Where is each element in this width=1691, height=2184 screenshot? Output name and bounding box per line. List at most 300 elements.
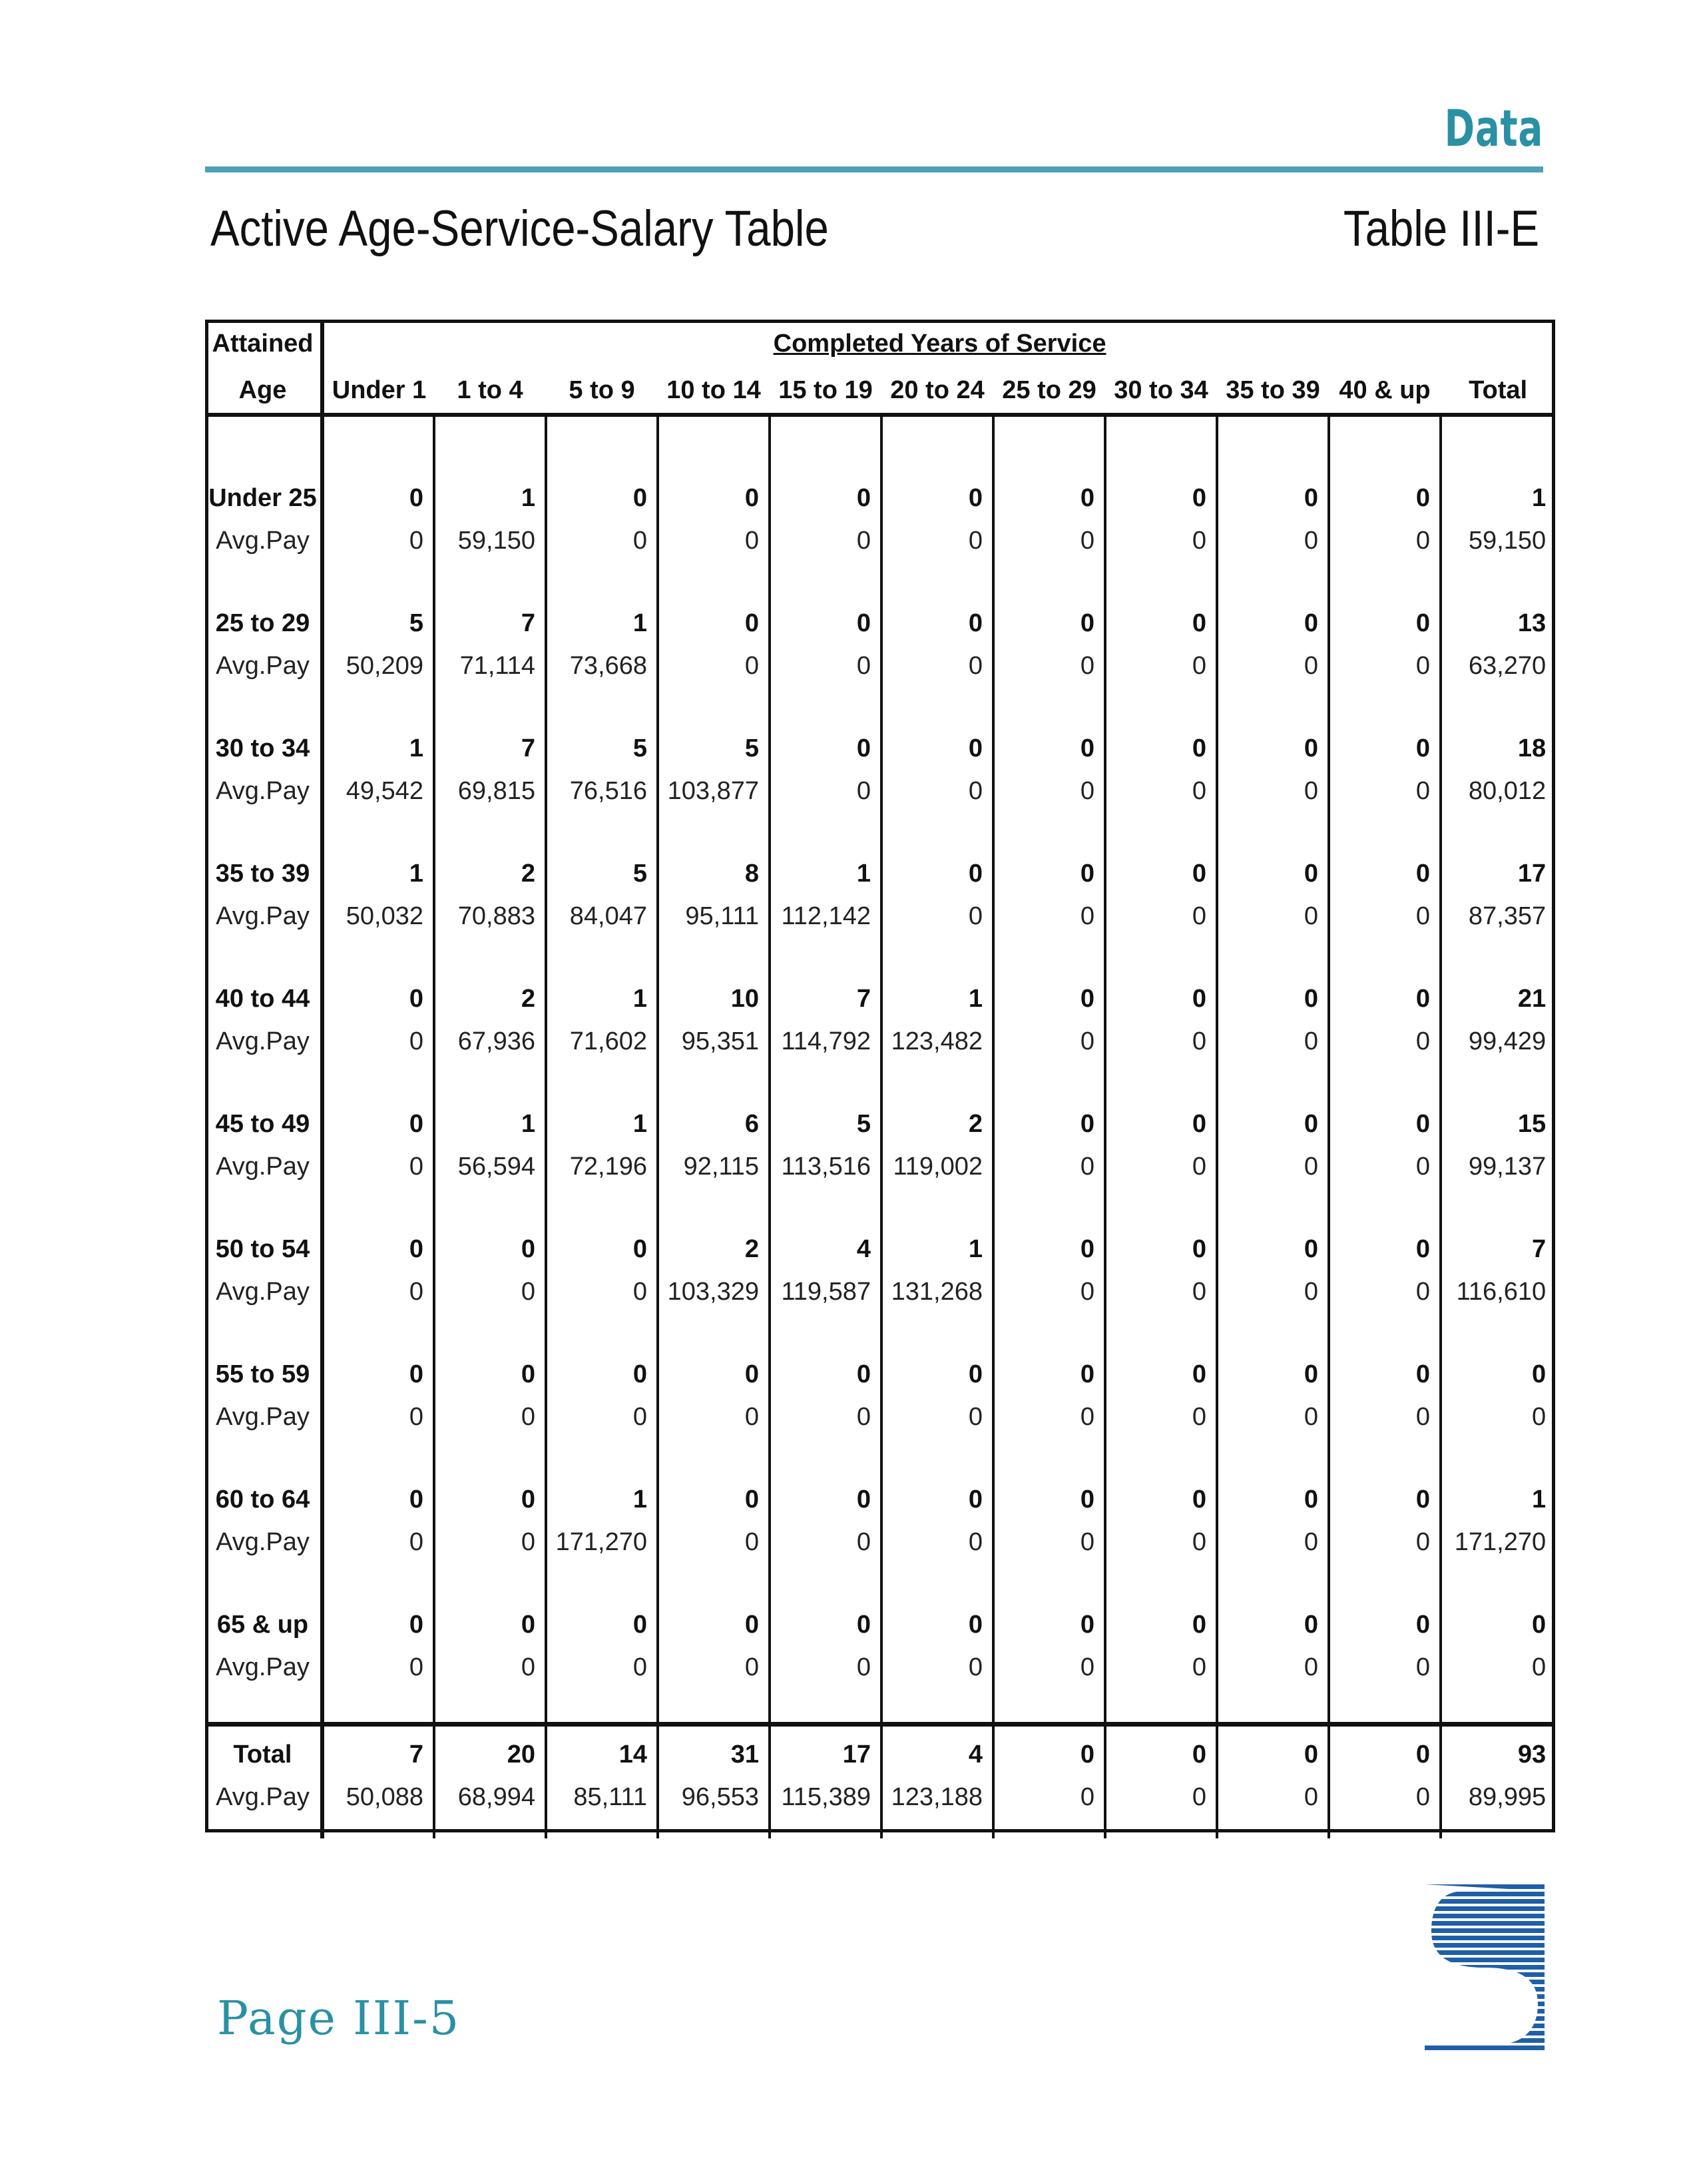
avg-pay-cell: 0 [993, 1769, 1105, 1812]
avg-pay-cell: 0 [434, 1514, 546, 1557]
avg-pay-cell: 0 [1217, 1013, 1329, 1056]
count-cell: 0 [1329, 1221, 1441, 1264]
avg-pay-cell: 59,150 [434, 513, 546, 555]
count-cell: 0 [658, 1346, 770, 1389]
logo-stripe [1425, 1987, 1545, 1992]
avg-pay-cell: 0 [1217, 1389, 1329, 1432]
age-band-label: 30 to 34 [205, 720, 322, 763]
avg-pay-cell: 0 [1217, 513, 1329, 555]
avg-pay-label: Avg.Pay [205, 638, 322, 681]
table-id: Table III-E [1343, 200, 1539, 257]
logo-stripe [1425, 2009, 1545, 2014]
avg-pay-cell: 0 [322, 1139, 434, 1181]
avg-pay-cell: 0 [434, 1264, 546, 1306]
age-band-label: 55 to 59 [205, 1346, 322, 1389]
count-cell: 0 [1329, 846, 1441, 888]
count-cell: 13 [1517, 609, 1547, 637]
count-cell: 0 [546, 1221, 658, 1264]
count-cell: 5 [546, 720, 658, 763]
count-cell: 0 [322, 470, 434, 513]
avg-pay-cell: 50,032 [322, 888, 434, 931]
count-cell: 7 [770, 971, 881, 1013]
count-cell: 0 [881, 846, 993, 888]
avg-pay-cell: 96,553 [658, 1769, 770, 1812]
count-cell: 14 [546, 1725, 658, 1770]
count-cell: 0 [1105, 846, 1217, 888]
avg-pay-cell: 0 [322, 1264, 434, 1306]
count-cell: 0 [658, 470, 770, 513]
count-cell: 1 [434, 1096, 546, 1139]
column-header: 30 to 34 [1105, 368, 1217, 415]
avg-pay-cell: 0 [322, 1639, 434, 1682]
count-cell: 15 [1517, 1110, 1547, 1138]
avg-pay-cell: 0 [770, 1389, 881, 1432]
count-cell: 1 [770, 846, 881, 888]
count-cell: 0 [993, 470, 1105, 513]
age-band-label: 50 to 54 [205, 1221, 322, 1264]
avg-pay-cell: 0 [1217, 1139, 1329, 1181]
age-header-line2: Age [205, 368, 322, 415]
count-cell: 0 [770, 1472, 881, 1514]
count-cell: 1 [881, 971, 993, 1013]
logo-stripe [1425, 1980, 1545, 1984]
avg-pay-cell: 0 [770, 638, 881, 681]
count-cell: 1 [1532, 1486, 1547, 1513]
avg-pay-cell: 0 [1105, 638, 1217, 681]
avg-pay-cell: 0 [770, 763, 881, 806]
table-frame [205, 320, 1555, 1832]
count-cell: 0 [993, 971, 1105, 1013]
column-header: 5 to 9 [546, 368, 658, 415]
count-cell: 0 [1105, 1346, 1217, 1389]
count-cell: 17 [770, 1725, 881, 1770]
avg-pay-cell: 123,482 [881, 1013, 993, 1056]
avg-pay-cell: 67,936 [434, 1013, 546, 1056]
count-cell: 0 [434, 1597, 546, 1639]
count-cell: 0 [434, 1221, 546, 1264]
avg-pay-cell: 0 [1105, 763, 1217, 806]
count-cell: 0 [1329, 720, 1441, 763]
logo-stripe [1425, 1928, 1545, 1933]
avg-pay-cell: 0 [322, 1514, 434, 1557]
logo-stripe [1425, 2038, 1545, 2043]
count-cell: 0 [993, 1597, 1105, 1639]
avg-pay-cell: 73,668 [546, 638, 658, 681]
logo-stripe [1425, 2031, 1545, 2036]
logo-stripe [1425, 1950, 1545, 1955]
avg-pay-cell: 0 [881, 1389, 993, 1432]
count-cell: 0 [1329, 1096, 1441, 1139]
avg-pay-cell: 0 [993, 1514, 1105, 1557]
count-cell: 0 [993, 846, 1105, 888]
avg-pay-cell: 99,429 [1468, 1027, 1547, 1055]
count-cell: 0 [993, 1221, 1105, 1264]
count-cell: 0 [770, 1597, 881, 1639]
count-cell: 1 [546, 1472, 658, 1514]
count-cell: 1 [1532, 484, 1547, 512]
count-cell: 0 [434, 1472, 546, 1514]
avg-pay-cell: 0 [1329, 513, 1441, 555]
age-band-label: 40 to 44 [205, 971, 322, 1013]
column-header: 1 to 4 [434, 368, 546, 415]
avg-pay-cell: 0 [546, 513, 658, 555]
logo-stripe [1425, 1884, 1545, 1889]
count-cell: 0 [1105, 1221, 1217, 1264]
avg-pay-cell: 116,610 [1456, 1278, 1547, 1306]
avg-pay-cell: 0 [658, 1639, 770, 1682]
avg-pay-cell: 0 [881, 1639, 993, 1682]
count-cell: 1 [434, 470, 546, 513]
count-cell: 0 [1217, 846, 1329, 888]
count-cell: 0 [1105, 1725, 1217, 1770]
avg-pay-cell: 0 [1217, 888, 1329, 931]
avg-pay-label: Avg.Pay [205, 763, 322, 806]
logo-stripe [1425, 2024, 1545, 2028]
avg-pay-cell: 171,270 [546, 1514, 658, 1557]
page-number: Page III-5 [217, 1991, 461, 2046]
count-cell: 18 [1517, 734, 1547, 762]
avg-pay-cell: 49,542 [322, 763, 434, 806]
column-header: 40 & up [1329, 368, 1441, 415]
avg-pay-cell: 0 [881, 513, 993, 555]
count-cell: 0 [993, 595, 1105, 638]
avg-pay-label: Avg.Pay [205, 1013, 322, 1056]
count-cell: 0 [1217, 1725, 1329, 1770]
avg-pay-cell: 0 [322, 1013, 434, 1056]
avg-pay-cell: 119,002 [881, 1139, 993, 1181]
count-cell: 0 [658, 1472, 770, 1514]
logo-stripe [1425, 1899, 1545, 1904]
count-cell: 17 [1517, 860, 1547, 888]
age-band-label: 25 to 29 [205, 595, 322, 638]
avg-pay-cell: 0 [993, 1639, 1105, 1682]
count-cell: 0 [546, 470, 658, 513]
avg-pay-cell: 103,329 [658, 1264, 770, 1306]
count-cell: 5 [546, 846, 658, 888]
avg-pay-cell: 0 [322, 1389, 434, 1432]
count-cell: 0 [881, 720, 993, 763]
column-header: 25 to 29 [993, 368, 1105, 415]
avg-pay-cell: 0 [1217, 1639, 1329, 1682]
avg-pay-cell: 0 [770, 513, 881, 555]
avg-pay-label: Avg.Pay [205, 513, 322, 555]
logo-stripe [1425, 2002, 1545, 2006]
count-cell: 0 [1217, 720, 1329, 763]
avg-pay-cell: 0 [1105, 1264, 1217, 1306]
count-cell: 5 [658, 720, 770, 763]
avg-pay-label: Avg.Pay [205, 1639, 322, 1682]
count-cell: 0 [881, 1472, 993, 1514]
logo-stripe [1425, 2046, 1545, 2050]
count-cell: 5 [770, 1096, 881, 1139]
count-cell: 0 [546, 1346, 658, 1389]
count-cell: 0 [1217, 1346, 1329, 1389]
count-cell: 10 [658, 971, 770, 1013]
count-cell: 7 [434, 720, 546, 763]
avg-pay-label: Avg.Pay [205, 1264, 322, 1306]
avg-pay-cell: 0 [881, 888, 993, 931]
avg-pay-cell: 0 [1105, 1013, 1217, 1056]
count-cell: 0 [1105, 1096, 1217, 1139]
avg-pay-cell: 70,883 [434, 888, 546, 931]
logo-stripe [1425, 1994, 1545, 1999]
logo-stripe [1425, 2016, 1545, 2021]
count-cell: 0 [1217, 1472, 1329, 1514]
logo-stripe [1425, 1921, 1545, 1926]
avg-pay-cell: 59,150 [1468, 527, 1547, 555]
count-cell: 0 [1329, 971, 1441, 1013]
avg-pay-cell: 0 [658, 1514, 770, 1557]
avg-pay-cell: 89,995 [1468, 1783, 1547, 1811]
avg-pay-cell: 0 [1329, 638, 1441, 681]
age-band-label: 45 to 49 [205, 1096, 322, 1139]
age-band-label: 65 & up [205, 1597, 322, 1639]
avg-pay-cell: 0 [1105, 1514, 1217, 1557]
count-cell: 0 [1105, 720, 1217, 763]
count-cell: 0 [322, 1472, 434, 1514]
column-header: Total [1441, 368, 1555, 415]
count-cell: 0 [1105, 1472, 1217, 1514]
avg-pay-cell: 0 [1532, 1653, 1547, 1681]
avg-pay-cell: 0 [881, 763, 993, 806]
avg-pay-cell: 0 [1217, 763, 1329, 806]
avg-pay-cell: 112,142 [770, 888, 881, 931]
avg-pay-cell: 0 [434, 1389, 546, 1432]
count-cell: 0 [1217, 1221, 1329, 1264]
count-cell: 21 [1517, 985, 1547, 1013]
count-cell: 0 [322, 1346, 434, 1389]
page-title: Active Age-Service-Salary Table [210, 200, 829, 257]
logo-stripe [1425, 1906, 1545, 1911]
avg-pay-cell: 0 [322, 513, 434, 555]
avg-pay-cell: 131,268 [881, 1264, 993, 1306]
avg-pay-cell: 171,270 [1454, 1528, 1547, 1556]
avg-pay-cell: 68,994 [434, 1769, 546, 1812]
avg-pay-cell: 0 [658, 638, 770, 681]
count-cell: 0 [546, 1597, 658, 1639]
count-cell: 4 [770, 1221, 881, 1264]
count-cell: 2 [434, 846, 546, 888]
count-cell: 1 [546, 595, 658, 638]
avg-pay-cell: 0 [1105, 888, 1217, 931]
avg-pay-cell: 0 [1329, 1264, 1441, 1306]
count-cell: 0 [993, 1096, 1105, 1139]
avg-pay-cell: 56,594 [434, 1139, 546, 1181]
count-cell: 0 [322, 1597, 434, 1639]
avg-pay-cell: 0 [1105, 1139, 1217, 1181]
avg-pay-cell: 0 [770, 1514, 881, 1557]
avg-pay-cell: 0 [1105, 1769, 1217, 1812]
age-band-label: Under 25 [205, 470, 322, 513]
count-cell: 0 [770, 720, 881, 763]
count-cell: 0 [770, 1346, 881, 1389]
column-header: 20 to 24 [881, 368, 993, 415]
avg-pay-cell: 0 [1329, 1013, 1441, 1056]
logo-stripe [1425, 1972, 1545, 1977]
avg-pay-cell: 115,389 [770, 1769, 881, 1812]
count-cell: 0 [1329, 1725, 1441, 1770]
avg-pay-cell: 0 [1532, 1403, 1547, 1431]
count-cell: 1 [546, 971, 658, 1013]
avg-pay-cell: 0 [1329, 1769, 1441, 1812]
avg-pay-label: Avg.Pay [205, 888, 322, 931]
count-cell: 0 [993, 720, 1105, 763]
count-cell: 0 [322, 1221, 434, 1264]
count-cell: 0 [1105, 595, 1217, 638]
count-cell: 1 [546, 1096, 658, 1139]
count-cell: 0 [881, 1346, 993, 1389]
logo-stripe [1425, 1914, 1545, 1918]
avg-pay-cell: 0 [881, 1514, 993, 1557]
column-header: 15 to 19 [770, 368, 881, 415]
avg-pay-cell: 76,516 [546, 763, 658, 806]
count-cell: 2 [881, 1096, 993, 1139]
avg-pay-cell: 71,602 [546, 1013, 658, 1056]
count-cell: 1 [322, 846, 434, 888]
logo-stripe [1425, 1943, 1545, 1948]
avg-pay-cell: 114,792 [770, 1013, 881, 1056]
avg-pay-cell: 50,209 [322, 638, 434, 681]
count-cell: 2 [434, 971, 546, 1013]
avg-pay-cell: 0 [546, 1389, 658, 1432]
avg-pay-cell: 0 [1329, 1639, 1441, 1682]
avg-pay-cell: 0 [434, 1639, 546, 1682]
avg-pay-label: Avg.Pay [205, 1514, 322, 1557]
column-header: 35 to 39 [1217, 368, 1329, 415]
avg-pay-cell: 84,047 [546, 888, 658, 931]
count-cell: 0 [1105, 1597, 1217, 1639]
count-cell: 0 [1105, 971, 1217, 1013]
avg-pay-cell: 0 [546, 1264, 658, 1306]
count-cell: 0 [1532, 1611, 1547, 1639]
avg-pay-cell: 0 [881, 638, 993, 681]
count-cell: 0 [1217, 595, 1329, 638]
count-cell: 0 [658, 1597, 770, 1639]
avg-pay-cell: 71,114 [434, 638, 546, 681]
count-cell: 4 [881, 1725, 993, 1770]
header-rule [205, 166, 1543, 172]
avg-pay-cell: 0 [1329, 1389, 1441, 1432]
count-cell: 0 [1329, 470, 1441, 513]
count-cell: 0 [770, 470, 881, 513]
logo-stripe [1425, 1936, 1545, 1940]
avg-pay-cell: 72,196 [546, 1139, 658, 1181]
count-cell: 31 [658, 1725, 770, 1770]
avg-pay-cell: 103,877 [658, 763, 770, 806]
section-tag: Data [1444, 99, 1543, 158]
avg-pay-cell: 99,137 [1468, 1153, 1547, 1181]
avg-pay-cell: 0 [993, 763, 1105, 806]
avg-pay-cell: 0 [1329, 1514, 1441, 1557]
age-band-label: Total [205, 1725, 322, 1770]
avg-pay-cell: 0 [1217, 1514, 1329, 1557]
avg-pay-label: Avg.Pay [205, 1769, 322, 1812]
count-cell: 20 [434, 1725, 546, 1770]
count-cell: 0 [993, 1472, 1105, 1514]
avg-pay-cell: 69,815 [434, 763, 546, 806]
age-band-label: 35 to 39 [205, 846, 322, 888]
count-cell: 0 [993, 1346, 1105, 1389]
logo-stripe [1425, 1965, 1545, 1970]
count-cell: 0 [881, 595, 993, 638]
avg-pay-cell: 0 [1329, 888, 1441, 931]
count-cell: 0 [322, 1096, 434, 1139]
count-cell: 7 [434, 595, 546, 638]
count-cell: 1 [322, 720, 434, 763]
count-cell: 0 [1329, 595, 1441, 638]
avg-pay-cell: 0 [993, 638, 1105, 681]
count-cell: 2 [658, 1221, 770, 1264]
avg-pay-cell: 0 [1217, 1769, 1329, 1812]
count-cell: 0 [1217, 971, 1329, 1013]
avg-pay-cell: 0 [1329, 1139, 1441, 1181]
avg-pay-cell: 119,587 [770, 1264, 881, 1306]
avg-pay-cell: 0 [1105, 513, 1217, 555]
avg-pay-cell: 0 [993, 1389, 1105, 1432]
count-cell: 6 [658, 1096, 770, 1139]
avg-pay-cell: 123,188 [881, 1769, 993, 1812]
avg-pay-cell: 0 [993, 1013, 1105, 1056]
count-cell: 0 [770, 595, 881, 638]
avg-pay-cell: 0 [546, 1639, 658, 1682]
count-cell: 0 [1532, 1360, 1547, 1388]
avg-pay-cell: 0 [1105, 1639, 1217, 1682]
count-cell: 0 [1217, 1597, 1329, 1639]
avg-pay-label: Avg.Pay [205, 1139, 322, 1181]
count-cell: 0 [434, 1346, 546, 1389]
logo-stripe [1425, 1892, 1545, 1896]
avg-pay-cell: 95,351 [658, 1013, 770, 1056]
age-band-label: 60 to 64 [205, 1472, 322, 1514]
avg-pay-cell: 92,115 [658, 1139, 770, 1181]
avg-pay-cell: 0 [993, 513, 1105, 555]
avg-pay-cell: 0 [1105, 1389, 1217, 1432]
column-header: Under 1 [322, 368, 434, 415]
service-group-title: Completed Years of Service [773, 329, 1106, 358]
avg-pay-cell: 0 [1217, 638, 1329, 681]
count-cell: 7 [322, 1725, 434, 1770]
count-cell: 0 [322, 971, 434, 1013]
count-cell: 8 [658, 846, 770, 888]
avg-pay-cell: 80,012 [1468, 777, 1547, 805]
count-cell: 0 [1105, 470, 1217, 513]
striped-s-logo-icon [1425, 1884, 1545, 2051]
count-cell: 1 [881, 1221, 993, 1264]
avg-pay-cell: 0 [658, 513, 770, 555]
avg-pay-cell: 50,088 [322, 1769, 434, 1812]
avg-pay-cell: 95,111 [658, 888, 770, 931]
avg-pay-label: Avg.Pay [205, 1389, 322, 1432]
count-cell: 0 [1217, 470, 1329, 513]
count-cell: 7 [1532, 1235, 1547, 1263]
logo-stripe [1425, 1958, 1545, 1962]
column-header: 10 to 14 [658, 368, 770, 415]
count-cell: 0 [658, 595, 770, 638]
count-cell: 0 [1329, 1472, 1441, 1514]
count-cell: 0 [881, 1597, 993, 1639]
avg-pay-cell: 87,357 [1468, 902, 1547, 930]
age-header-line1: Attained [205, 320, 322, 368]
avg-pay-cell: 0 [658, 1389, 770, 1432]
avg-pay-cell: 0 [993, 1264, 1105, 1306]
avg-pay-cell: 0 [993, 1139, 1105, 1181]
avg-pay-cell: 113,516 [770, 1139, 881, 1181]
count-cell: 0 [881, 470, 993, 513]
avg-pay-cell: 0 [1217, 1264, 1329, 1306]
avg-pay-cell: 0 [770, 1639, 881, 1682]
count-cell: 0 [1217, 1096, 1329, 1139]
count-cell: 0 [1329, 1346, 1441, 1389]
